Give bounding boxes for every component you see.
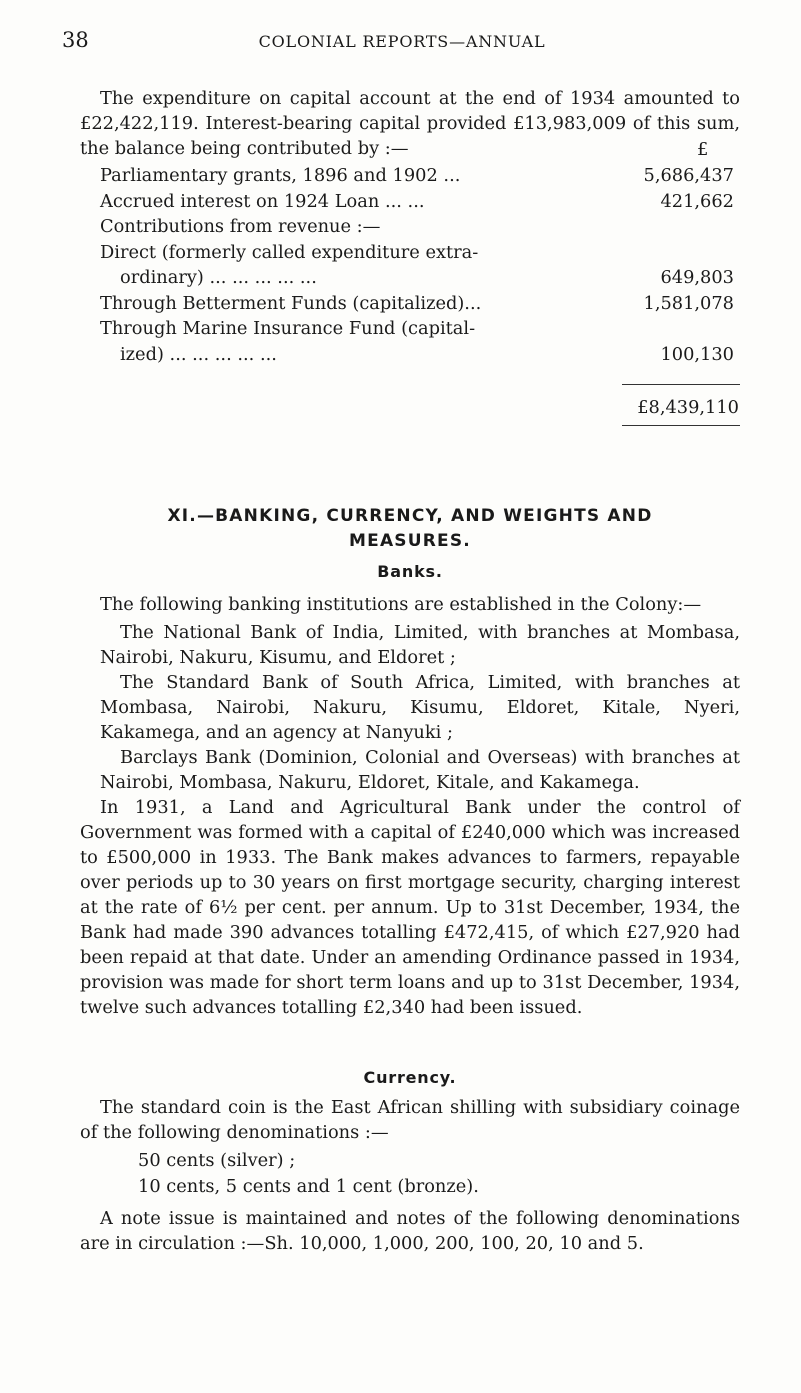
banks-intro: The following banking institutions are established in the Colony:—: [100, 594, 702, 615]
coin-denomination: 10 cents, 5 cents and 1 cent (bronze).: [138, 1176, 479, 1197]
section-title: [80, 504, 740, 554]
ledger-label: ordinary) ... ... ... ... ...: [120, 267, 317, 288]
ledger-label: Contributions from revenue :—: [100, 216, 381, 237]
banks-heading: Banks.: [377, 562, 443, 581]
ledger-amount: 649,803: [660, 267, 734, 288]
running-title: COLONIAL REPORTS—ANNUAL: [258, 32, 546, 51]
ledger-label: Parliamentary grants, 1896 and 1902 ...: [100, 165, 461, 186]
ledger-row: [80, 342, 740, 368]
capital-ledger: [80, 163, 740, 367]
ledger-row: [80, 163, 740, 189]
ledger-row: [80, 265, 740, 291]
ledger-amount: 421,662: [660, 190, 734, 212]
intro-paragraph: The expenditure on capital account at the end of 1934 amounted to £22,422,119. Interest-bearing capital provided £13,983,009 of this sum, the balance being contributed by :—: [80, 88, 740, 159]
currency-symbol: £: [697, 139, 709, 160]
bank-entry: The National Bank of India, Limited, with branches at Mombasa, Nairobi, Nakuru, Kisumu, and Eldoret ;: [100, 622, 740, 668]
ledger-total: £8,439,110: [637, 397, 739, 418]
currency-intro: The standard coin is the East African shilling with subsidiary coinage of the following denominations :—: [80, 1097, 740, 1143]
section-title-line: XI.—BANKING, CURRENCY, AND WEIGHTS AND: [167, 506, 653, 526]
ledger-row: [80, 214, 740, 240]
ledger-label: Through Betterment Funds (capitalized)...: [100, 292, 482, 314]
page-number: 38: [62, 28, 89, 52]
ledger-label: ized) ... ... ... ... ...: [120, 343, 277, 365]
page-header: [62, 28, 742, 54]
land-bank-paragraph: In 1931, a Land and Agricultural Bank under the control of Government was formed with a capital of £240,000 which was increased to £500,000 in 1933. The Bank makes advances to farmers, repayable over periods up to 30 years on first mortgage security, charging interest at the rate of 6½ per cent. per annum. Up to 31st December, 1934, the Bank had made 390 advances totalling £472,415, of which £27,920 had been repaid at that date. Under an amending Ordinance passed in 1934, provision was made for short term loans and up to 31st December, 1934, twelve such advances totalling £2,340 had been issued.: [80, 797, 740, 1018]
ledger-label: Direct (formerly called expenditure extra-: [100, 241, 479, 263]
ledger-label: Through Marine Insurance Fund (capital-: [100, 318, 476, 339]
currency-heading: Currency.: [363, 1068, 457, 1087]
subtotal-rule: [622, 384, 740, 385]
section-title-line: MEASURES.: [349, 531, 471, 551]
coin-denomination: 50 cents (silver) ;: [138, 1150, 296, 1171]
ledger-row: [80, 291, 740, 317]
ledger-row: [80, 316, 740, 342]
ledger-amount: 100,130: [660, 343, 734, 365]
bank-entry: The Standard Bank of South Africa, Limited, with branches at Mombasa, Nairobi, Nakuru, Kisumu, Eldoret, Kitale, Nyeri, Kakamega, and an agency at Nanyuki ;: [100, 672, 740, 743]
ledger-row: [80, 240, 740, 266]
notes-paragraph: A note issue is maintained and notes of the following denominations are in circulation :—Sh. 10,000, 1,000, 200, 100, 20, 10 and 5.: [80, 1208, 740, 1254]
ledger-label: Accrued interest on 1924 Loan ... ...: [100, 190, 425, 212]
ledger-amount: 5,686,437: [643, 165, 734, 186]
ledger-row: [80, 189, 740, 215]
bank-entry: Barclays Bank (Dominion, Colonial and Overseas) with branches at Nairobi, Mombasa, Nakuru, Eldoret, Kitale, and Kakamega.: [100, 747, 740, 793]
total-rule: [622, 425, 740, 426]
ledger-amount: 1,581,078: [643, 292, 734, 314]
